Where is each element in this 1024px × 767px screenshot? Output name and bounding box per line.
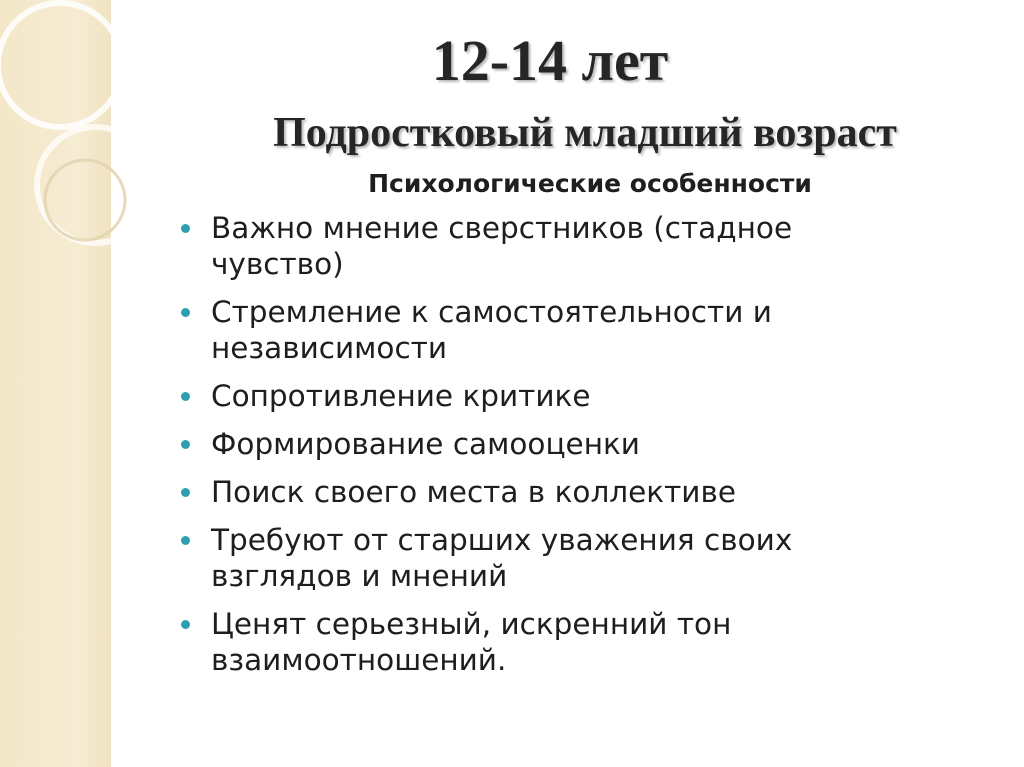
bullet-item	[178, 378, 878, 414]
bullet-text: Важно мнение сверстников (стадное чувство)	[211, 211, 793, 281]
bullet-text: Поиск своего места в коллективе	[211, 475, 737, 509]
bullet-text: Формирование самооценки	[211, 427, 640, 461]
bullet-icon	[181, 620, 190, 629]
bullet-item	[178, 294, 878, 366]
bullet-text: Требуют от старших уважения своих взглядов и мнений	[211, 523, 793, 593]
bullet-text: Ценят серьезный, искренний тон взаимоотношений.	[211, 607, 732, 677]
bullet-item	[178, 210, 878, 282]
bullet-item	[178, 426, 878, 462]
slide-title: 12-14 лет	[431, 28, 669, 93]
bullet-icon	[181, 308, 190, 317]
bullet-icon	[181, 488, 190, 497]
bullet-list	[178, 210, 878, 690]
section-heading: Психологические особенности	[368, 169, 812, 198]
bullet-item	[178, 606, 878, 678]
bullet-icon	[181, 440, 190, 449]
bullet-icon	[181, 392, 190, 401]
bullet-text: Сопротивление критике	[211, 379, 591, 413]
bullet-icon	[181, 224, 190, 233]
bullet-item	[178, 522, 878, 594]
bullet-icon	[181, 536, 190, 545]
bullet-text: Стремление к самостоятельности и независимости	[211, 295, 772, 365]
bullet-item	[178, 474, 878, 510]
decorative-side-band	[0, 0, 111, 767]
slide-subtitle: Подростковый младший возраст	[273, 110, 897, 156]
